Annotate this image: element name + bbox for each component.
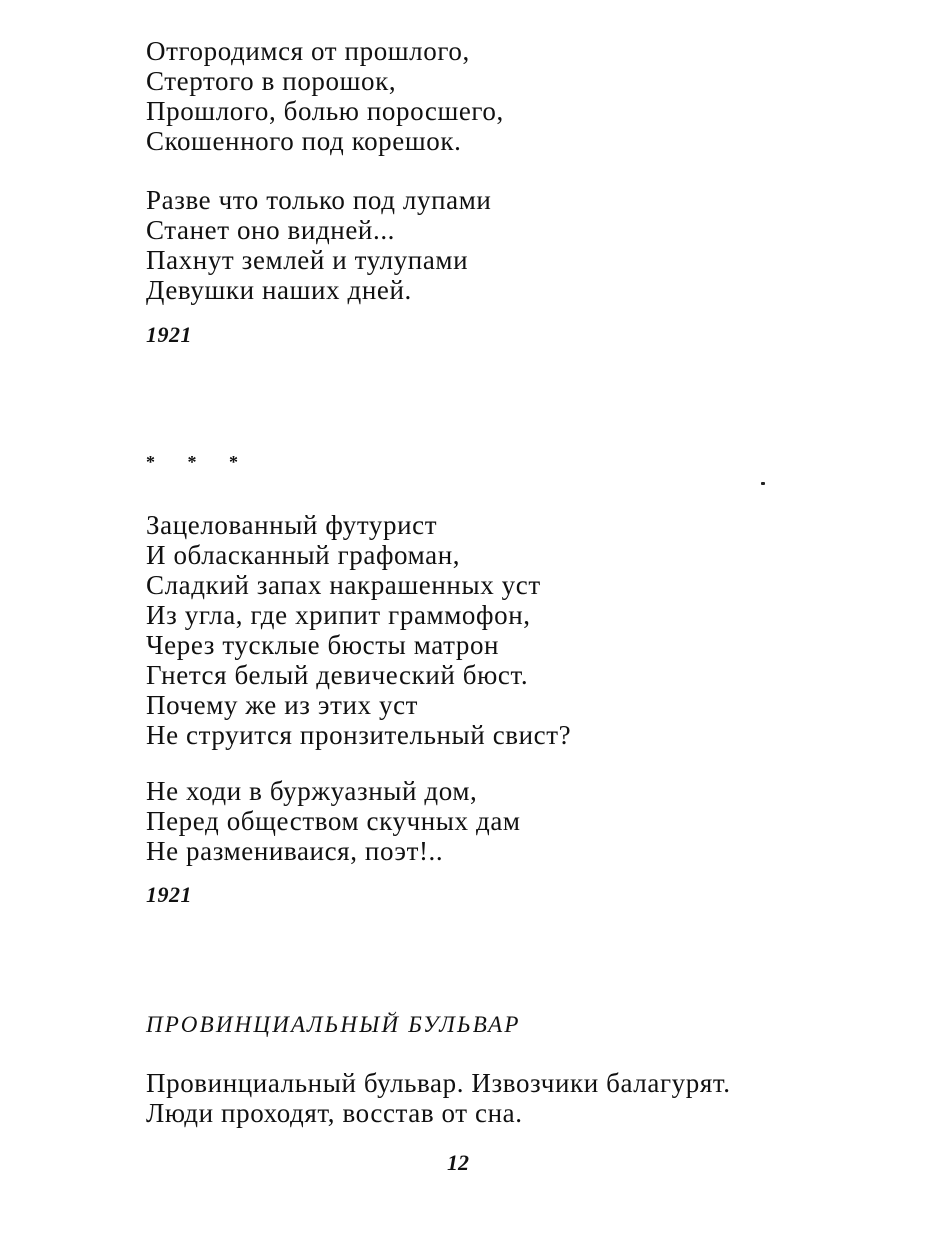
poem-line: Гнется белый девический бюст.: [146, 660, 529, 690]
poem-line: Девушки наших дней.: [146, 275, 412, 305]
asterisk-separator: * * *: [146, 452, 252, 472]
poem3-stanza1: [146, 1068, 731, 1128]
poem-line: Сладкий запах накрашенных уст: [146, 570, 541, 600]
poem2-date: 1921: [146, 882, 192, 907]
poem-line: Не размениваися, поэт!..: [146, 836, 444, 866]
poem-line: Перед обществом скучных дам: [146, 806, 521, 836]
poem-line: Не ходи в буржуазный дом,: [146, 776, 478, 806]
poem-line: Отгородимся от прошлого,: [146, 36, 470, 66]
poem-line: Через тусклые бюсты матрон: [146, 630, 500, 660]
poem-line: И обласканный графоман,: [146, 540, 461, 570]
poem-line: Провинциальный бульвар. Извозчики балагурят.: [146, 1068, 731, 1098]
poem-line: Пахнут землей и тулупами: [146, 245, 469, 275]
poem1-stanza1: [146, 36, 504, 156]
poem-line: Почему же из этих уст: [146, 690, 419, 720]
poem2-stanza1: [146, 510, 571, 750]
poem-line: Люди проходят, восстав от сна.: [146, 1098, 523, 1128]
poem3-title: ПРОВИНЦИАЛЬНЫЙ БУЛЬВАР: [146, 1012, 521, 1037]
poem-line: Не струится пронзительный свист?: [146, 720, 572, 750]
poem-line: Скошенного под корешок.: [146, 126, 462, 156]
poem-line: Из угла, где хрипит граммофон,: [146, 600, 531, 630]
poem-line: Прошлого, болью поросшего,: [146, 96, 504, 126]
page-number: 12: [447, 1150, 469, 1175]
poem-line: Станет оно видней...: [146, 215, 396, 245]
poem-line: Разве что только под лупами: [146, 185, 492, 215]
poem1-stanza2: [146, 185, 491, 305]
poem-line: Зацелованный футурист: [146, 510, 438, 540]
print-speck: [761, 482, 765, 485]
poem-line: Стертого в порошок,: [146, 66, 397, 96]
poem1-date: 1921: [146, 322, 192, 347]
poem2-stanza2: [146, 776, 521, 866]
